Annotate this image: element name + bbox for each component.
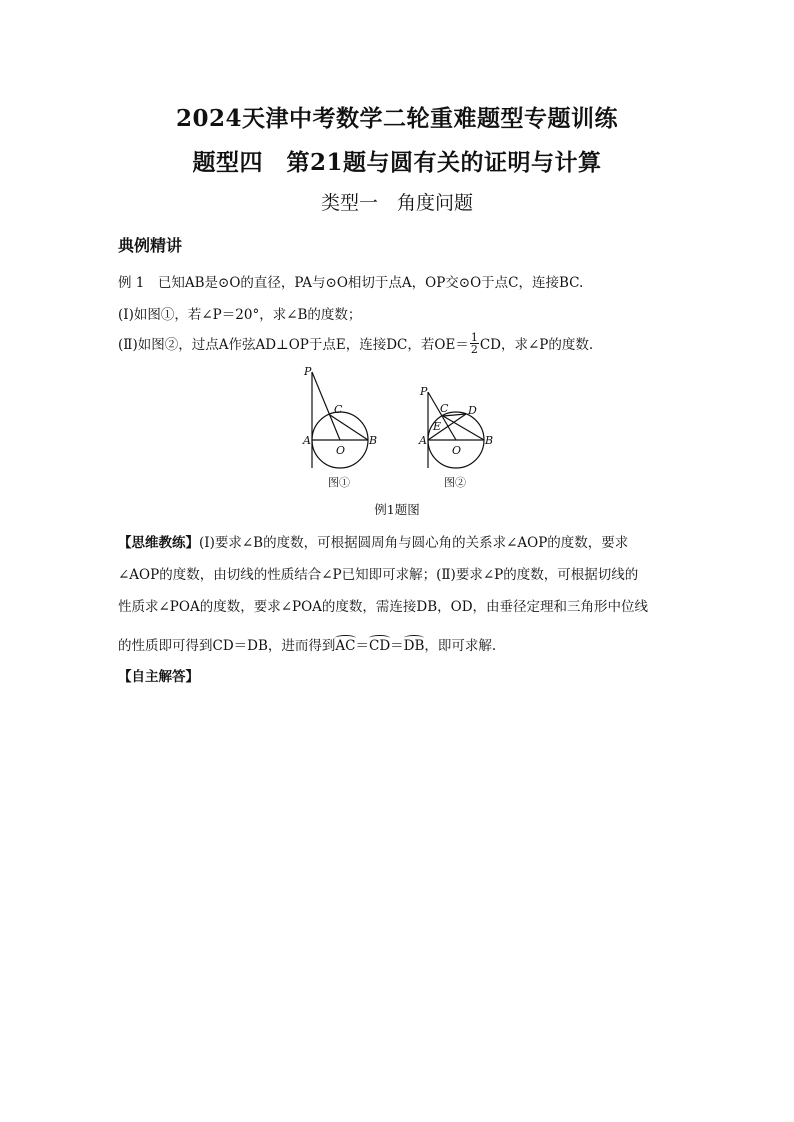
analysis-label: 【思维教练】 xyxy=(118,535,199,551)
document-title: 2024天津中考数学二轮重难题型专题训练 xyxy=(175,105,618,132)
analysis-line-2: ∠AOP的度数，由切线的性质结合∠P已知即可求解；(Ⅱ)要求∠P的度数，可根据切线的 xyxy=(118,567,639,583)
arc-cd: CD xyxy=(369,638,391,654)
section-heading: 典例精讲 xyxy=(118,236,183,255)
fraction-denominator: 2 xyxy=(470,343,478,356)
label-c-fig1: C xyxy=(334,403,343,416)
example-line-2: (Ⅰ)如图①，若∠P＝20°，求∠B的度数； xyxy=(118,307,362,323)
example-line-1: 例 1 已知AB是⊙O的直径，PA与⊙O相切于点A，OP交⊙O于点C，连接BC. xyxy=(118,275,584,291)
analysis-line-1-text: (Ⅰ)要求∠B的度数，可根据圆周角与圆心角的关系求∠AOP的度数，要求 xyxy=(199,535,629,551)
arc-ac: AC xyxy=(335,638,356,654)
answer-label: 【自主解答】 xyxy=(118,669,199,685)
figure-1-label: 图① xyxy=(328,476,350,489)
equals-2: ＝ xyxy=(390,638,404,654)
label-o-fig2: O xyxy=(452,444,462,457)
fraction-numerator: 1 xyxy=(470,331,478,344)
label-e-fig2: E xyxy=(433,420,442,433)
equals-1: ＝ xyxy=(355,638,369,654)
label-p-fig2: P xyxy=(420,385,428,398)
example-line-3-pre: (Ⅱ)如图②，过点A作弦AD⊥OP于点E，连接DC，若OE＝ xyxy=(118,337,469,353)
label-p-fig1: P xyxy=(304,365,312,378)
figure-caption: 例1题图 xyxy=(374,502,420,517)
example-line-3 xyxy=(118,333,593,357)
analysis-line-4-pre: 的性质即可得到CD＝DB，进而得到 xyxy=(118,638,336,654)
label-b-fig1: B xyxy=(369,434,378,447)
analysis-line-4 xyxy=(118,634,496,654)
segment-bc-fig1 xyxy=(330,415,368,440)
example-figure xyxy=(290,362,510,498)
analysis-line-1 xyxy=(118,531,628,551)
document-subtitle: 题型四 第21题与圆有关的证明与计算 xyxy=(192,149,602,176)
label-o-fig1: O xyxy=(336,444,346,457)
label-a-fig1: A xyxy=(303,434,311,447)
label-b-fig2: B xyxy=(485,434,494,447)
example-line-3-post: CD，求∠P的度数. xyxy=(479,337,594,353)
label-c-fig2: C xyxy=(440,402,449,415)
figure-2-label: 图② xyxy=(444,476,466,489)
analysis-line-3: 性质求∠POA的度数，要求∠POA的度数，需连接DB，OD，由垂径定理和三角形中位线 xyxy=(118,599,649,615)
label-d-fig2: D xyxy=(468,404,477,417)
section-type-title: 类型一 角度问题 xyxy=(320,192,473,214)
arc-db: DB xyxy=(403,638,425,654)
label-a-fig2: A xyxy=(419,434,427,447)
analysis-line-4-post: ，即可求解. xyxy=(424,638,497,654)
fraction-half xyxy=(470,332,479,355)
